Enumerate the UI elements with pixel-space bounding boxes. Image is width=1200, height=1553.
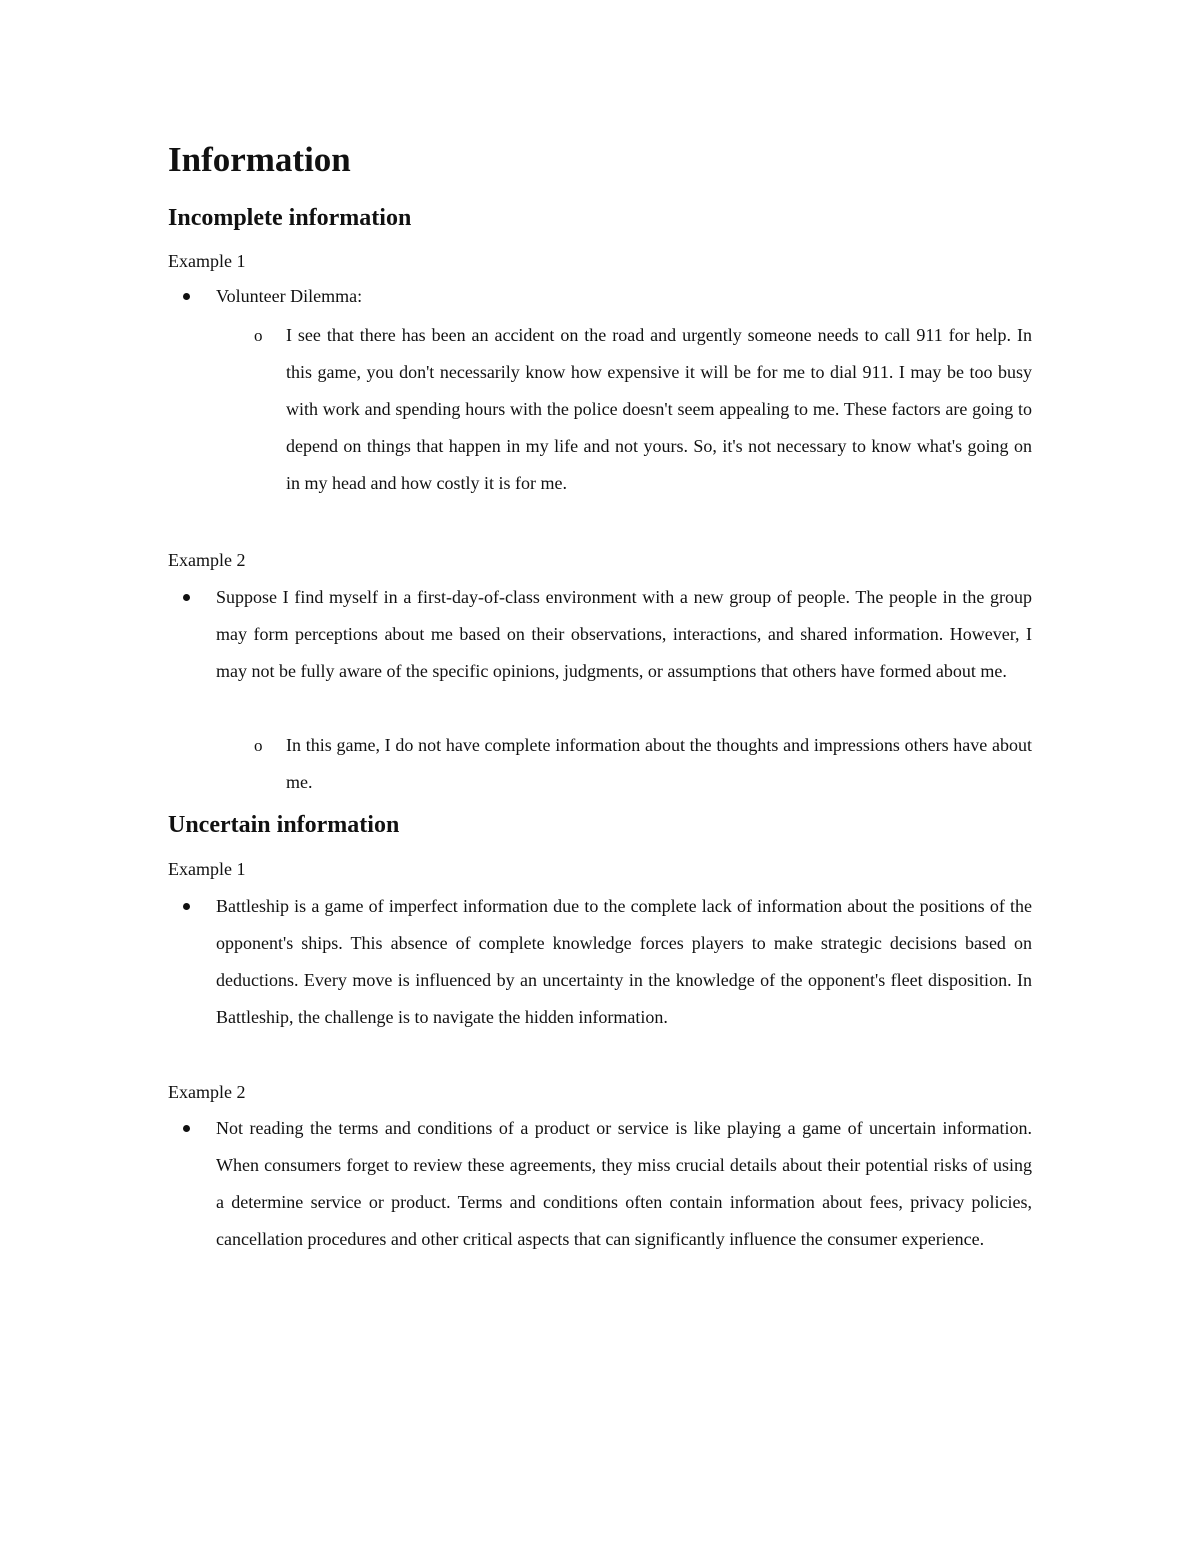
bullet-item: Not reading the terms and conditions of a product or service is like playing a game of uncertain information. When consumers forget to review these agreements, they miss crucial details about their potential risks of using a determine service or product. Terms and conditions often contain information about fees, privacy policies, cancellation procedures and other critical aspects that can significantly influence the consumer experience. [216, 1118, 1032, 1249]
sub-bullet-item: I see that there has been an accident on the road and urgently someone needs to call 911 for help. In this game, you don't necessarily know how expensive it will be for me to dial 911. I may be too busy with work and spending hours with the police doesn't seem appealing to me. These factors are going to depend on things that happen in my life and not yours. So, it's not necessary to know what's going on in my head and how costly it is for me. [286, 325, 1032, 493]
example-label: Example 2 [168, 1082, 246, 1102]
bullet-item: Volunteer Dilemma: [216, 286, 363, 306]
bullet-dot-icon [183, 594, 190, 601]
bullet-item: Suppose I find myself in a first-day-of-class environment with a new group of people. The people in the group may form perceptions about me based on their observations, interactions, and shared information. However, I may not be fully aware of the specific opinions, judgments, or assumptions that others have formed about me. [216, 587, 1032, 681]
page-title: Information [168, 140, 351, 179]
example-label: Example 1 [168, 251, 246, 271]
sub-bullet-marker-icon: o [254, 326, 263, 345]
bullet-dot-icon [183, 293, 190, 300]
bullet-dot-icon [183, 1125, 190, 1132]
sub-bullet-item: In this game, I do not have complete information about the thoughts and impressions others have about me. [286, 735, 1032, 792]
section-heading-uncertain: Uncertain information [168, 812, 400, 838]
example-label: Example 1 [168, 859, 246, 879]
example-label: Example 2 [168, 550, 246, 570]
section-heading-incomplete: Incomplete information [168, 205, 412, 231]
bullet-item: Battleship is a game of imperfect information due to the complete lack of information about the positions of the opponent's ships. This absence of complete knowledge forces players to make strategic decisions based on deductions. Every move is influenced by an uncertainty in the knowledge of the opponent's fleet disposition. In Battleship, the challenge is to navigate the hidden information. [216, 896, 1032, 1027]
sub-bullet-marker-icon: o [254, 736, 263, 755]
bullet-dot-icon [183, 903, 190, 910]
